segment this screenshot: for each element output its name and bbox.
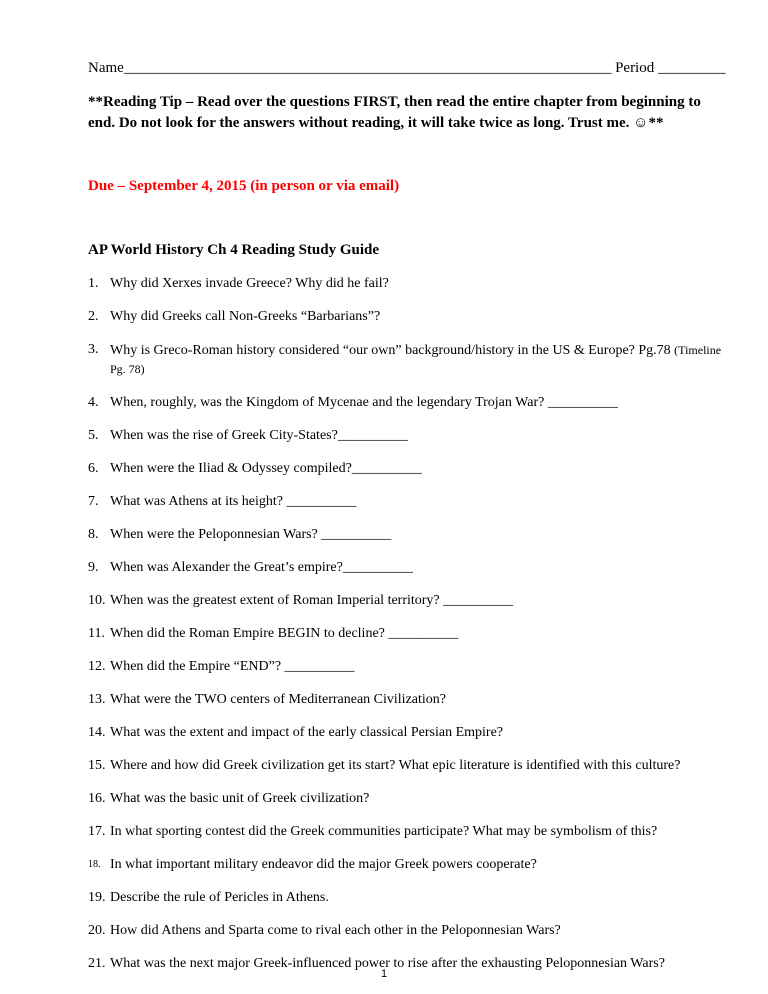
question-item: 14. What was the extent and impact of the early classical Persian Empire? xyxy=(88,725,504,740)
name-period-line: Name_________________________________________________________________ Period _________ xyxy=(88,60,726,76)
question-item: 9. When was Alexander the Great’s empire?__________ xyxy=(88,560,413,575)
question-item: 11. When did the Roman Empire BEGIN to decline? __________ xyxy=(88,626,459,641)
question-item: 6. When were the Iliad & Odyssey compiled?__________ xyxy=(88,461,422,476)
question-item: 16. What was the basic unit of Greek civilization? xyxy=(88,791,370,806)
question-item: 13. What were the TWO centers of Mediterranean Civilization? xyxy=(88,692,446,707)
question-item: 4. When, roughly, was the Kingdom of Mycenae and the legendary Trojan War? __________ xyxy=(88,395,618,410)
timeline-note: (Timeline Pg. 78) xyxy=(110,343,722,376)
question-item: 18. In what important military endeavor did the major Greek powers cooperate? xyxy=(88,857,537,872)
study-guide-title: AP World History Ch 4 Reading Study Guide xyxy=(88,242,380,258)
question-item: 17. In what sporting contest did the Greek communities participate? What may be symbolism of this? xyxy=(88,824,658,839)
question-item: 21. What was the next major Greek-influenced power to rise after the exhausting Peloponnesian Wars? xyxy=(88,956,665,971)
question-item: 2. Why did Greeks call Non-Greeks “Barbarians”? xyxy=(88,309,381,324)
question-item: 12. When did the Empire “END”? __________ xyxy=(88,659,355,674)
question-item: 8. When were the Peloponnesian Wars? __________ xyxy=(88,527,392,542)
question-item: 20. How did Athens and Sparta come to rival each other in the Peloponnesian Wars? xyxy=(88,923,561,938)
question-item: 7. What was Athens at its height? __________ xyxy=(88,494,357,509)
page-number: 1 xyxy=(380,968,388,980)
question-item: 1. Why did Xerxes invade Greece? Why did he fail? xyxy=(88,276,389,291)
question-item: 15. Where and how did Greek civilization get its start? What epic literature is identified with this culture? xyxy=(88,758,681,773)
due-date: Due – September 4, 2015 (in person or via email) xyxy=(88,178,400,194)
question-item: 3. Why is Greco-Roman history considered “our own” background/history in the US & Europe? Pg.78 (Timeline Pg. 78) xyxy=(88,342,722,376)
question-item: 10. When was the greatest extent of Roman Imperial territory? __________ xyxy=(88,593,514,608)
reading-tip: **Reading Tip – Read over the questions FIRST, then read the entire chapter from beginning to end. Do not look for the answers without reading, it will take twice as long. Trust me. ☺** xyxy=(88,94,701,131)
question-item: 5. When was the rise of Greek City-States?__________ xyxy=(88,428,408,443)
question-list xyxy=(88,275,728,988)
question-item: 19. Describe the rule of Pericles in Athens. xyxy=(88,890,329,905)
